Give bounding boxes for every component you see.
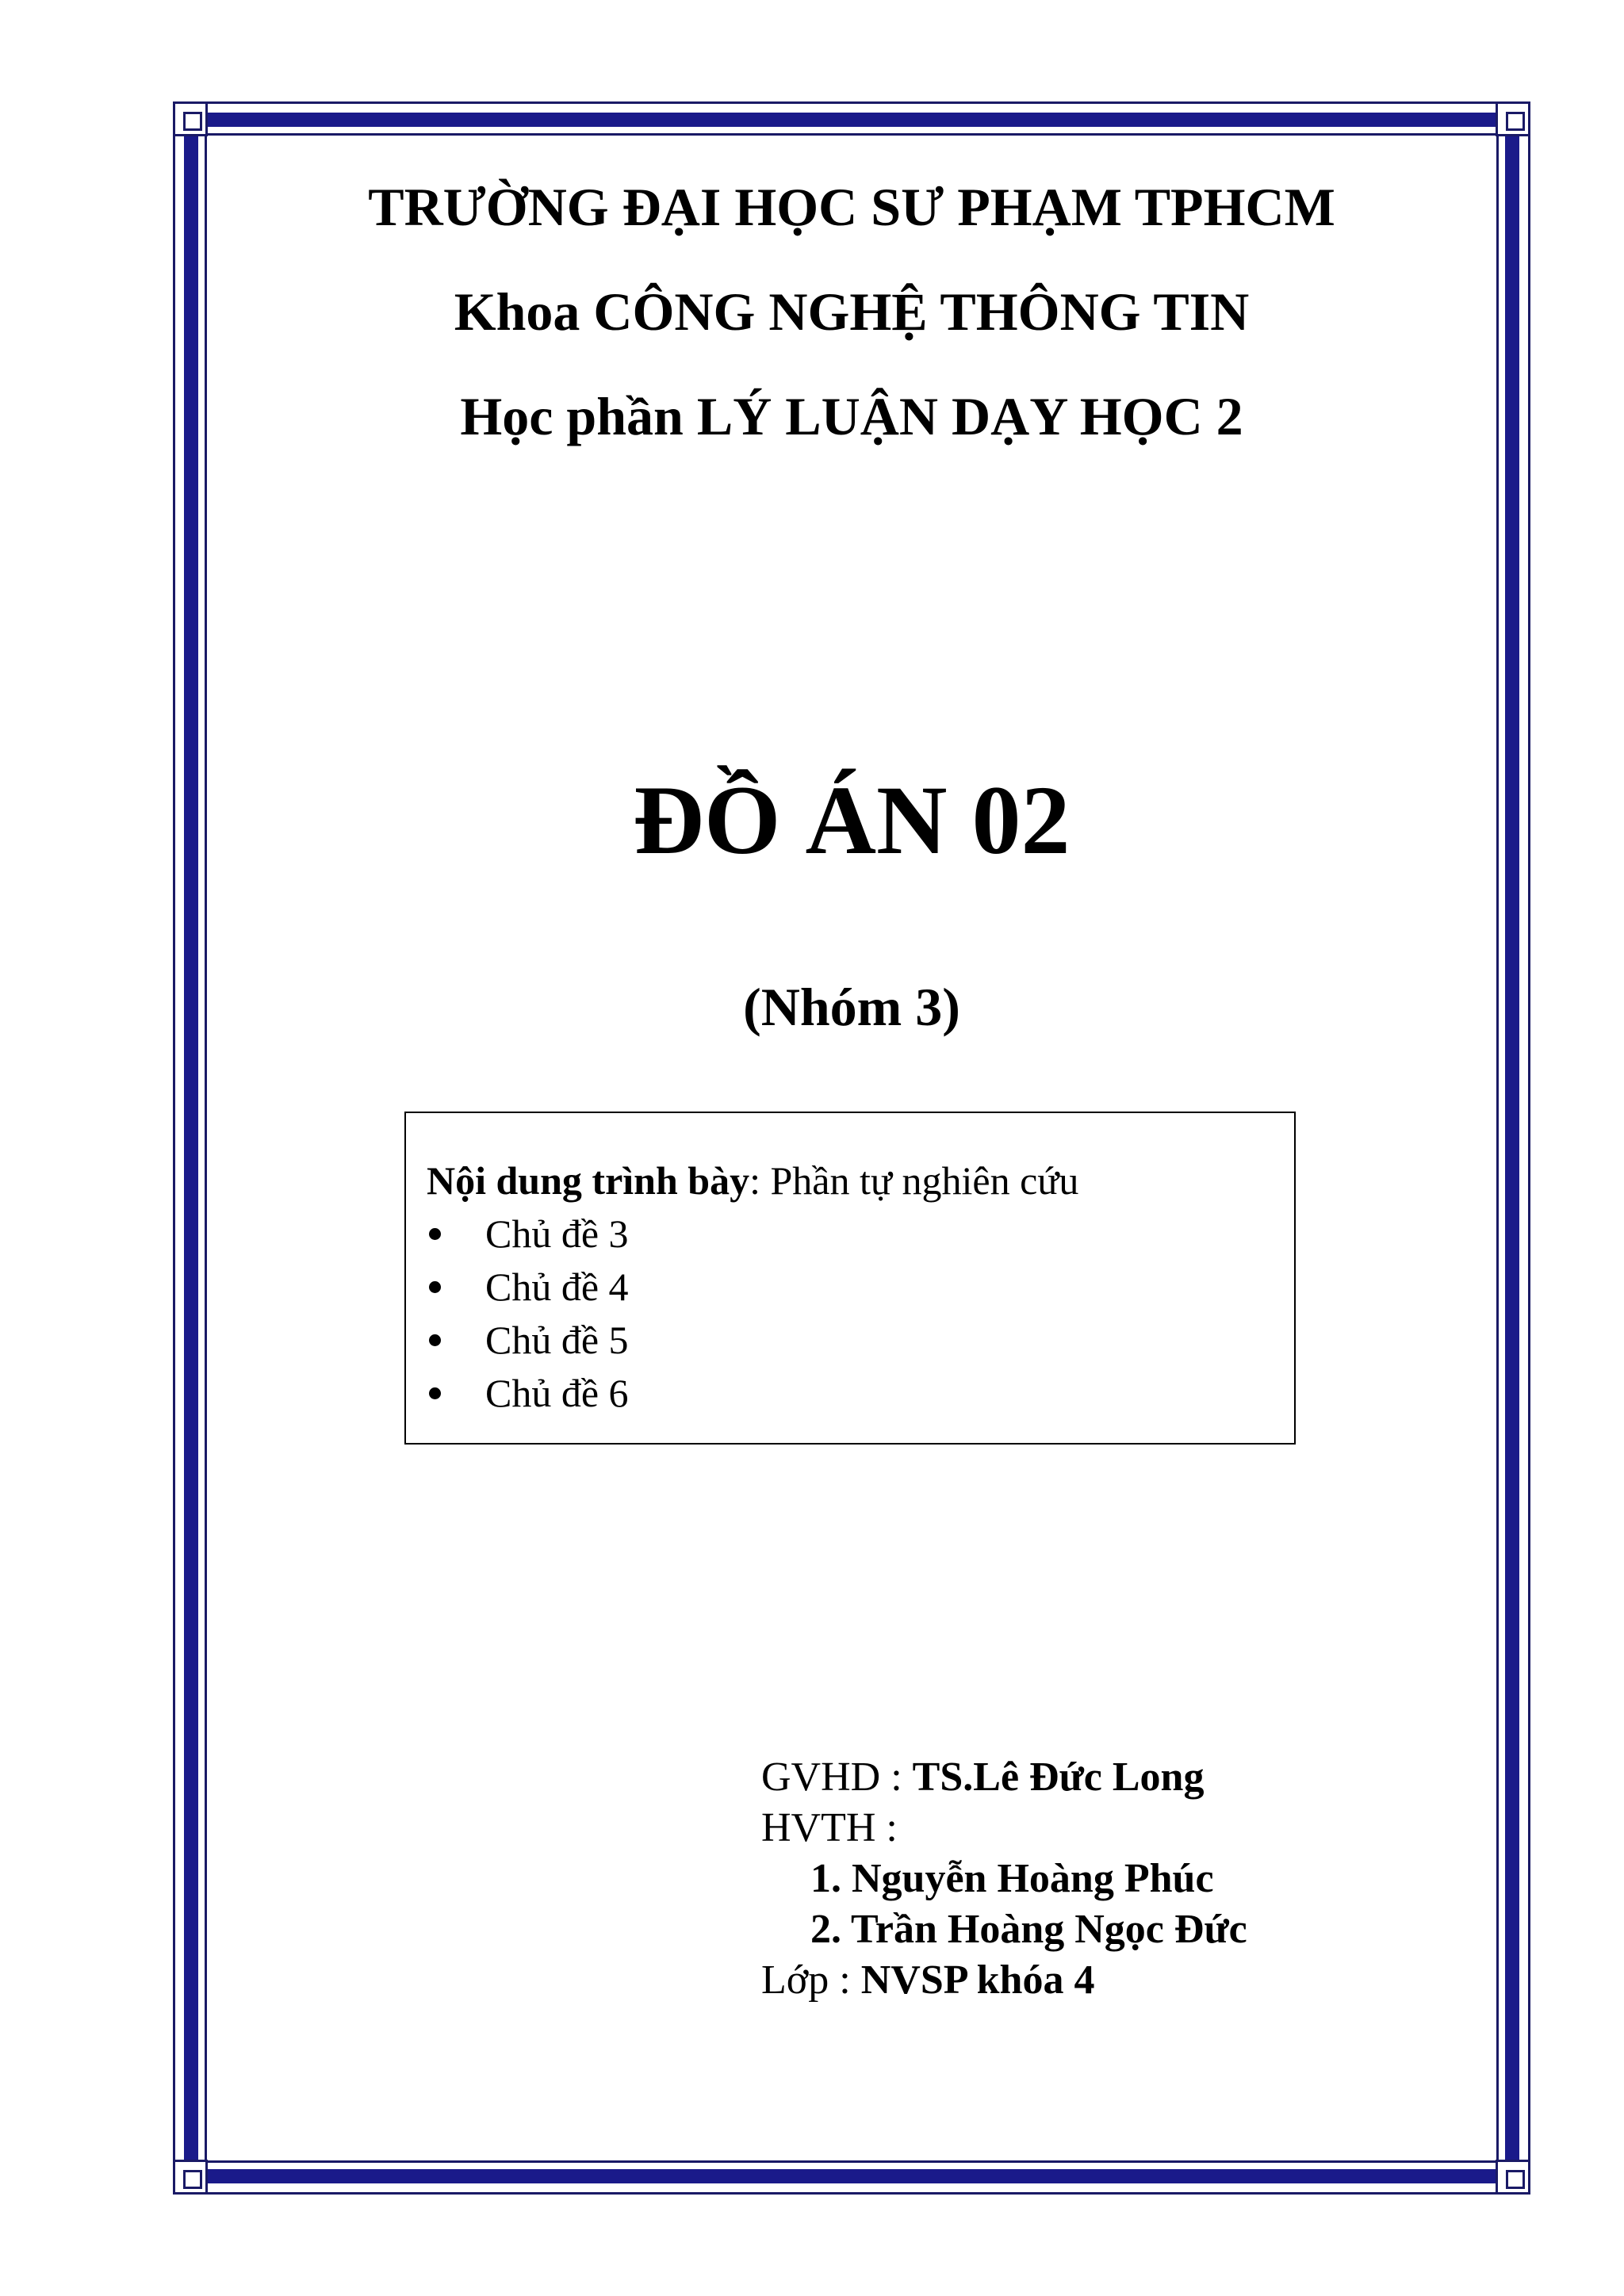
course-name: Học phần LÝ LUẬN DẠY HỌC 2 bbox=[460, 386, 1243, 446]
group-label: (Nhóm 3) bbox=[743, 977, 960, 1037]
advisor-label: GVHD : bbox=[761, 1755, 913, 1800]
student-name: 2. Trần Hoàng Ngọc Đức bbox=[810, 1907, 1247, 1952]
author-info bbox=[761, 1752, 1247, 2006]
class-row bbox=[761, 1955, 1247, 2006]
bullet-icon bbox=[429, 1387, 441, 1399]
border-corner-bottom-right bbox=[1496, 2160, 1530, 2195]
student-name: 1. Nguyễn Hoàng Phúc bbox=[810, 1856, 1214, 1901]
border-corner-top-right bbox=[1496, 101, 1530, 136]
border-corner-bottom-left bbox=[173, 2160, 208, 2195]
content-box bbox=[404, 1112, 1296, 1445]
advisor-name: TS.Lê Đức Long bbox=[912, 1755, 1205, 1800]
document-header bbox=[206, 155, 1497, 469]
university-name: TRƯỜNG ĐẠI HỌC SƯ PHẠM TPHCM bbox=[368, 177, 1335, 237]
topic-label: Chủ đề 6 bbox=[485, 1371, 629, 1415]
list-item bbox=[427, 1261, 1294, 1314]
topic-label: Chủ đề 3 bbox=[485, 1211, 629, 1256]
faculty-name: Khoa CÔNG NGHỆ THÔNG TIN bbox=[454, 281, 1250, 342]
bullet-icon bbox=[429, 1228, 441, 1240]
content-separator: : bbox=[749, 1158, 771, 1203]
content-label: Nội dung trình bày bbox=[427, 1158, 750, 1203]
students-label: HVTH : bbox=[761, 1805, 898, 1850]
list-item bbox=[427, 1314, 1294, 1367]
content-value: Phần tự nghiên cứu bbox=[770, 1158, 1079, 1203]
class-label: Lớp : bbox=[761, 1957, 861, 2003]
topic-list bbox=[427, 1207, 1294, 1420]
content-summary bbox=[427, 1154, 1294, 1207]
bullet-icon bbox=[429, 1334, 441, 1346]
topic-label: Chủ đề 4 bbox=[485, 1265, 629, 1309]
list-item bbox=[427, 1367, 1294, 1420]
list-item bbox=[427, 1207, 1294, 1261]
advisor-row bbox=[761, 1752, 1247, 1803]
document-title: ĐỒ ÁN 02 bbox=[633, 766, 1071, 874]
class-name: NVSP khóa 4 bbox=[860, 1957, 1095, 2003]
topic-label: Chủ đề 5 bbox=[485, 1318, 629, 1362]
border-corner-top-left bbox=[173, 101, 208, 136]
bullet-icon bbox=[429, 1281, 441, 1293]
